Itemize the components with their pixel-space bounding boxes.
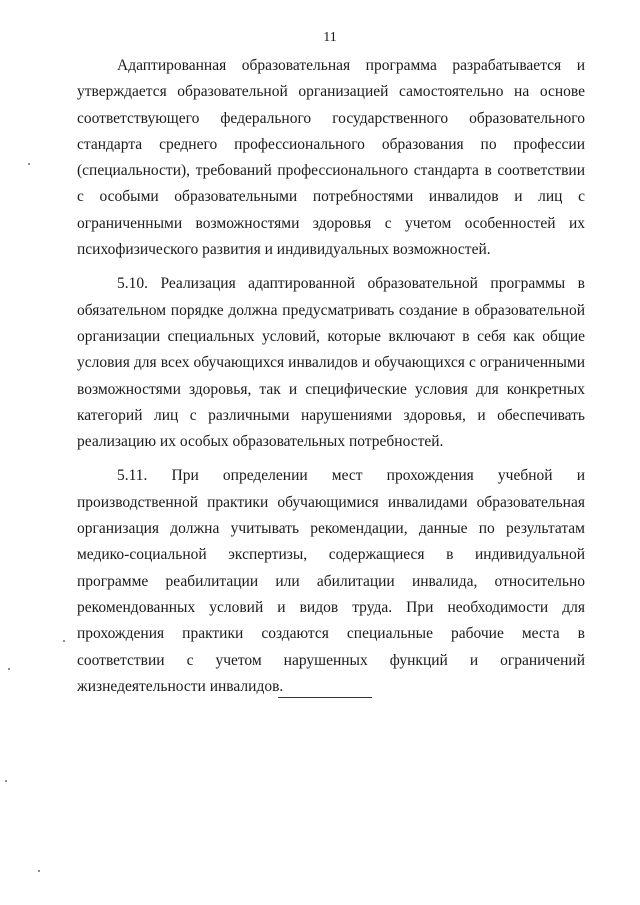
scan-speck: [38, 870, 40, 872]
scan-speck: [28, 163, 30, 165]
document-body: [77, 53, 585, 708]
page-number: 11: [323, 30, 337, 45]
paragraph-5-10: 5.10. Реализация адаптированной образовательной программы в обязательном порядке должна предусматривать создание в образовательной организации специальных условий, которые включают в себя как общие условия для всех обучающихся инвалидов и обучающихся с ограниченными возможностями здоровья, так и специфические условия для конкретных категорий лиц с различными нарушениями здоровья, и обеспечивать реализацию их особых образовательных потребностей.: [77, 275, 585, 451]
paragraph-adapted-program: Адаптированная образовательная программа разрабатывается и утверждается образовательной организацией самостоятельно на основе соответствующего федерального государственного образовательного стандарта среднего профессионального образования по профессии (специальности), требований профессионального стандарта в соответствии с особыми образовательными потребностями инвалидов и лиц с ограниченными возможностями здоровья с учетом особенностей их психофизического развития и индивидуальных возможностей.: [77, 57, 585, 259]
scan-speck: [8, 668, 10, 670]
paragraph-5-11: 5.11. При определении мест прохождения учебной и производственной практики обучающимися инвалидами образовательная организация должна учитывать рекомендации, данные по результатам медико-социальной экспертизы, содержащиеся в индивидуальной программе реабилитации или абилитации инвалида, относительно рекомендованных условий и видов труда. При необходимости для прохождения практики создаются специальные рабочие места в соответствии с учетом нарушенных функций и ограничений жизнедеятельности инвалидов.: [77, 467, 585, 695]
scan-speck: [5, 780, 7, 782]
scan-speck: [63, 640, 65, 642]
section-separator-line: [278, 697, 372, 698]
